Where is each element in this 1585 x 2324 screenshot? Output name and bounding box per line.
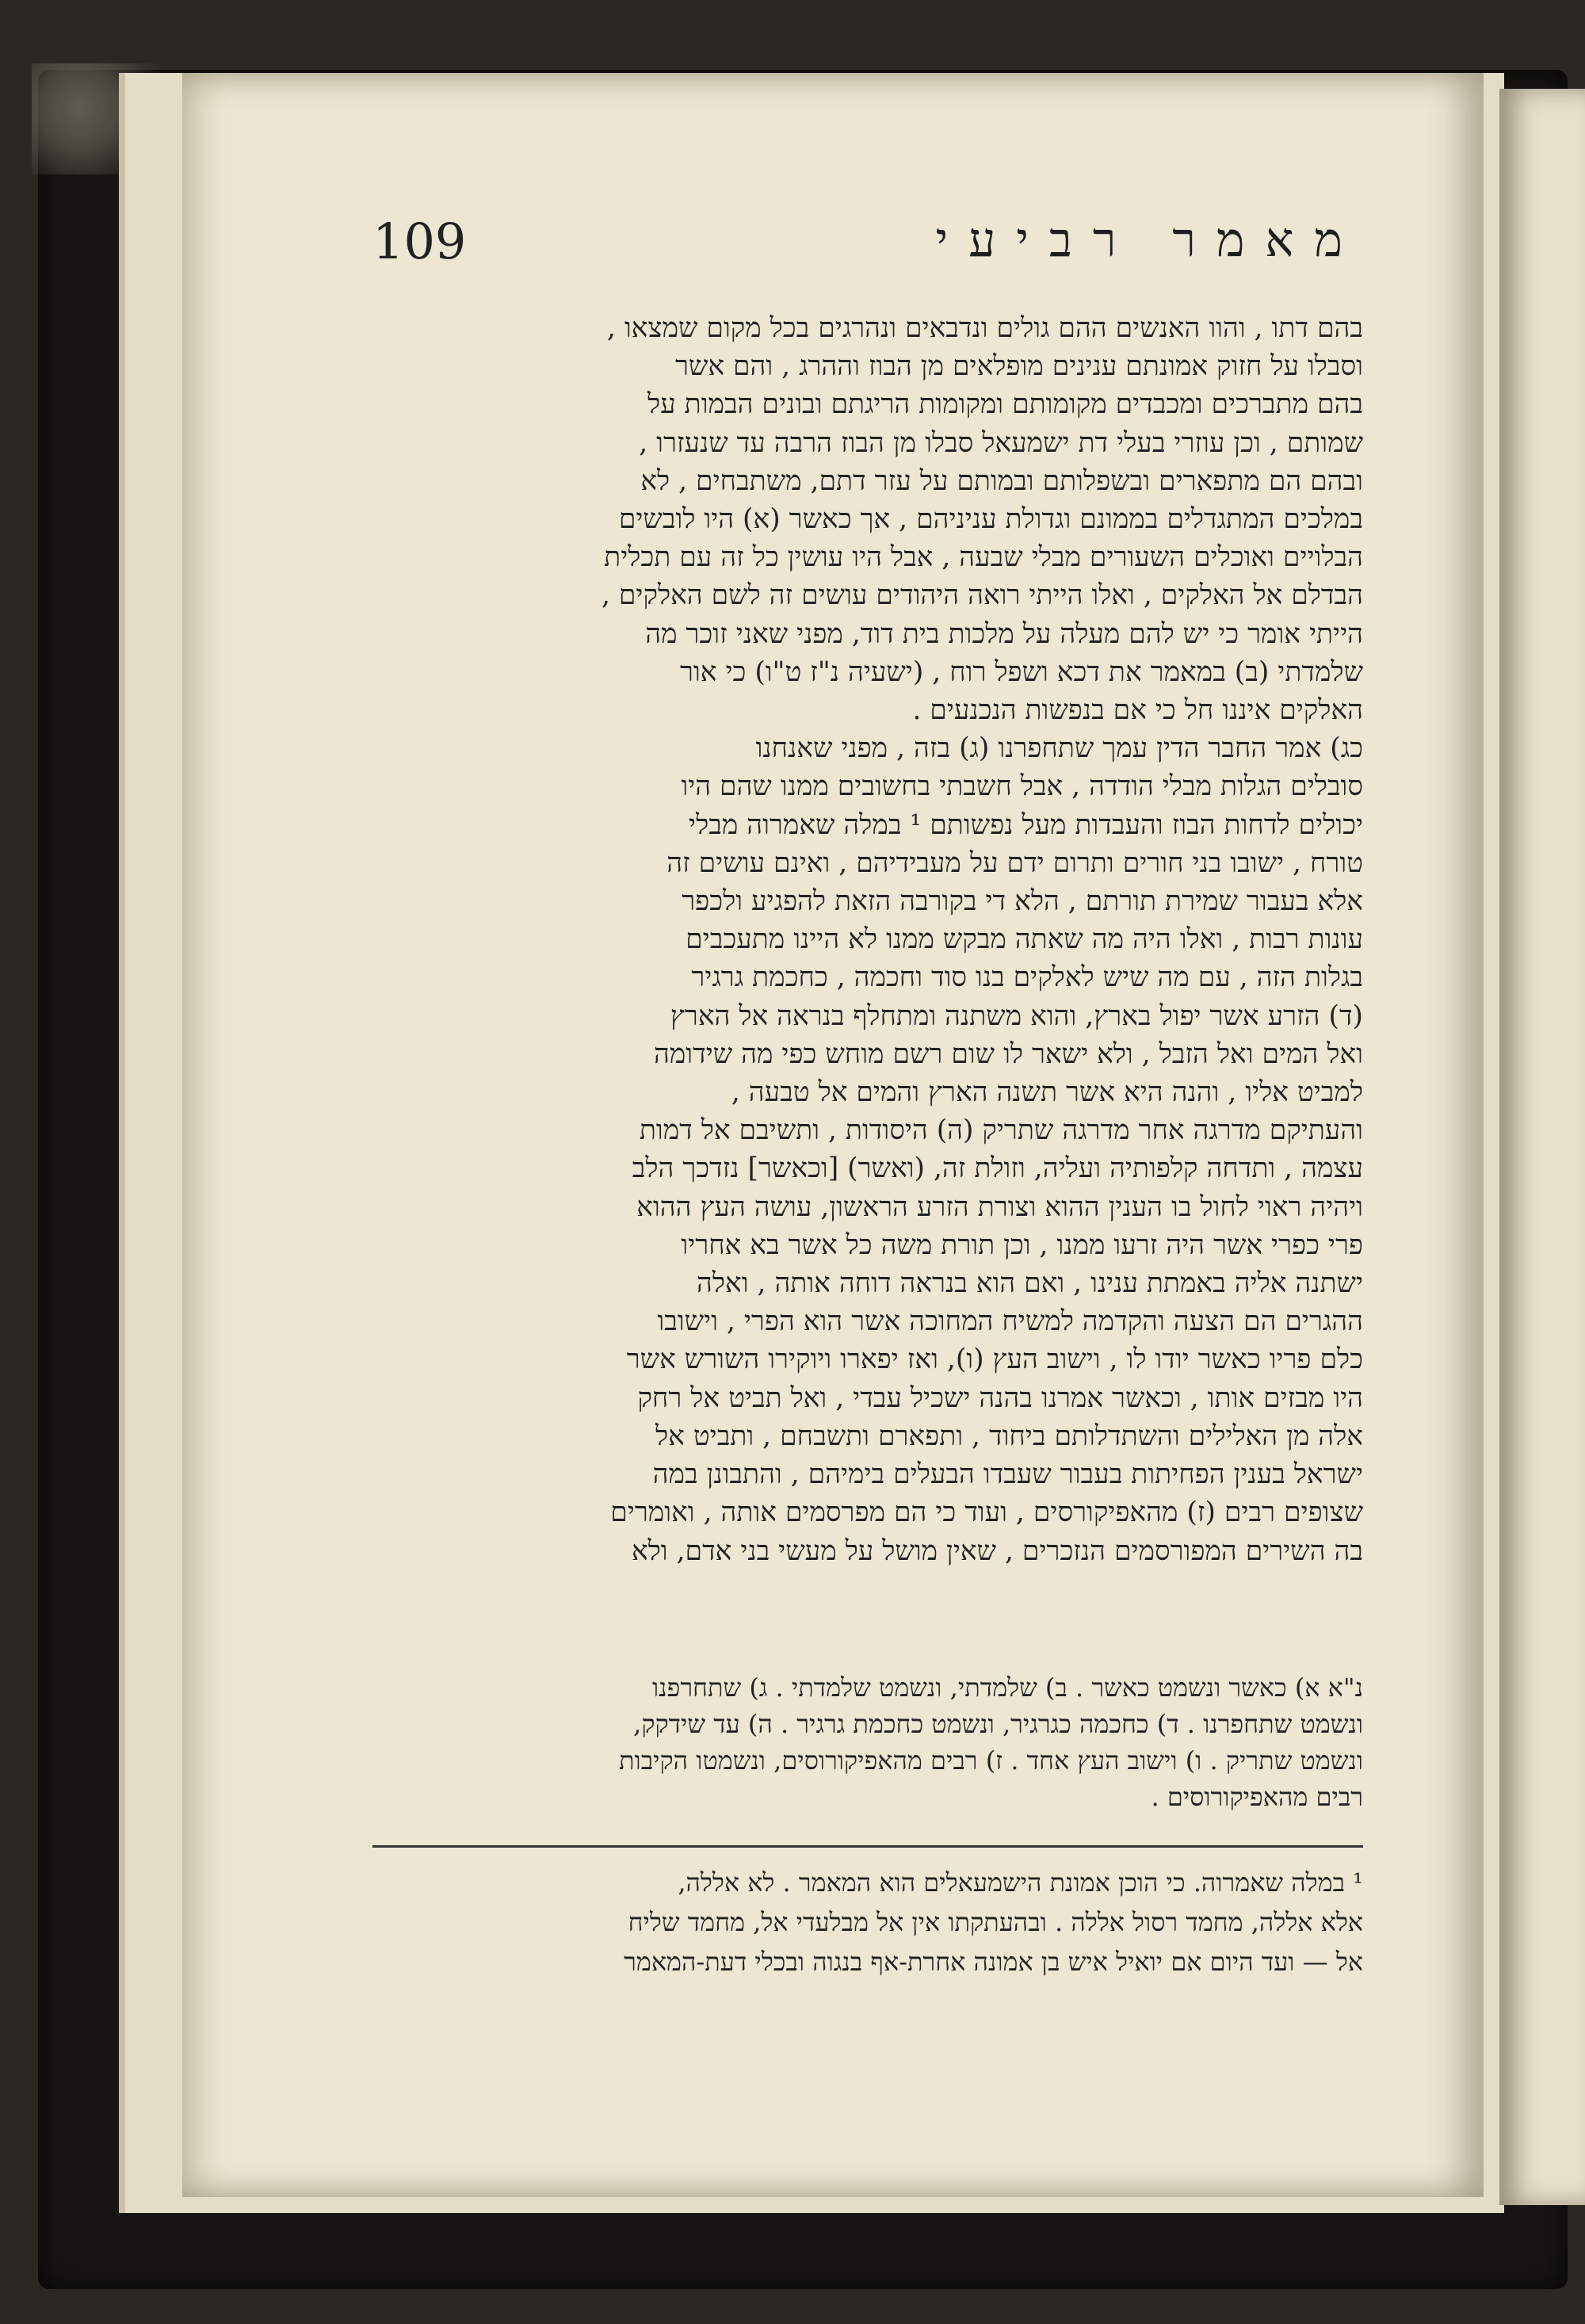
text-line: עצמה , ותדחה קלפותיה ועליה, וזולת זה, (ואשר) [וכאשר] נזדכך הלב bbox=[632, 1152, 1363, 1185]
text-line: פרי כפרי אשר היה זרעו ממנו , וכן תורת משה כל אשר בא אחריו bbox=[681, 1229, 1363, 1261]
text-line: בגלות הזה , עם מה שיש לאלקים בנו סוד וחכמה , כחכמת גרגיר bbox=[691, 961, 1363, 994]
paragraph-2 bbox=[372, 729, 1363, 1569]
text-line: היו מבזים אותו , וכאשר אמרנו בהנה ישכיל עבדי , ואל תביט אל רחק bbox=[637, 1382, 1363, 1414]
text-line: עונות רבות , ואלו היה מה שאתה מבקש ממנו לא היינו מתעכבים bbox=[686, 923, 1363, 956]
variant-line: רבים מהאפיקורוסים . bbox=[1151, 1782, 1363, 1812]
text-line: שלמדתי (ב) במאמר את דכא ושפל רוח , (ישעיה נ"ז ט"ו) כי אור bbox=[680, 656, 1363, 688]
variant-readings bbox=[372, 1669, 1363, 1815]
text-line: הבלויים ואוכלים השעורים מבלי שבעה , אבל היו עושין כל זה עם תכלית bbox=[604, 541, 1363, 574]
text-line: והעתיקם מדרגה אחר מדרגה שתריק (ה) היסודות , ותשיבם אל דמות bbox=[639, 1114, 1363, 1147]
text-line: כלם פריו כאשר יודו לו , וישוב העץ (ו), ואז יפארו ויוקירו השורש אשר bbox=[626, 1344, 1363, 1376]
text-line: וסבלו על חזוק אמונתם ענינים מופלאים מן הבוז וההרג , והם אשר bbox=[674, 350, 1363, 383]
text-line: כג) אמר החבר הדין עמך שתחפרנו (ג) בזה , מפני שאנחנו bbox=[755, 732, 1363, 765]
text-line: ההגרים הם הצעה והקדמה למשיח המחוכה אשר הוא הפרי , וישובו bbox=[657, 1305, 1363, 1338]
footnote bbox=[372, 1863, 1363, 1982]
text-line: בהם מתברכים ומכבדים מקומותם ומקומות הריגתם ובונים הבמות על bbox=[647, 388, 1363, 421]
paragraph-1 bbox=[372, 309, 1363, 729]
text-line: אלא בעבור שמירת תורתם , הלא די בקורבה הזאת להפגיע ולכפר bbox=[682, 885, 1363, 918]
text-line: בה השירים המפורסמים הנזכרים , שאין מושל על מעשי בני אדם, ולא bbox=[631, 1535, 1363, 1567]
text-line: יכולים לדחות הבוז והעבדות מעל נפשותם ¹ במלה שאמרוה מבלי bbox=[689, 808, 1363, 841]
text-line: במלכים המתגדלים בממונם וגדולת עניניהם , אך כאשר (א) היו לובשים bbox=[618, 503, 1363, 536]
text-line: ויהיה ראוי לחול בו הענין ההוא וצורת הזרע הראשון, עושה העץ ההוא bbox=[636, 1191, 1363, 1223]
text-line: הייתי אומר כי יש להם מעלה על מלכות בית דוד, מפני שאני זוכר מה bbox=[645, 617, 1363, 650]
footnote-line: אל — ועד היום אם יואיל איש בן אמונה אחרת-אף בנגוה ובכלי דעת-המאמר bbox=[624, 1947, 1363, 1977]
text-line: למביט אליו , והנה היא אשר תשנה הארץ והמים אל טבעה , bbox=[731, 1076, 1363, 1109]
footnote-line: אלא אללה, מחמד רסול אללה . ובהעתקתו אין אל מבלעדי אל, מחמד שליח bbox=[628, 1907, 1363, 1937]
variant-line: נ"א א) כאשר ונשמט כאשר . ב) שלמדתי, ונשמט שלמדתי . ג) שתחרפנו bbox=[651, 1672, 1363, 1703]
text-line: שמותם , וכן עוזרי בעלי דת ישמעאל סבלו מן הבוז הרבה עד שנעזרו , bbox=[639, 426, 1363, 459]
text-line: ואל המים ואל הזבל , ולא ישאר לו שום רשם מוחש כפי מה שידומה bbox=[654, 1038, 1363, 1070]
main-text bbox=[372, 309, 1363, 1570]
variant-line: ונשמט שתריק . ו) וישוב העץ אחד . ז) רבים מהאפיקורוסים, ונשמטו הקיבות bbox=[619, 1745, 1363, 1775]
text-line: טורח , ישובו בני חורים ותרום ידם על מעבידיהם , ואינם עושים זה bbox=[666, 847, 1363, 879]
footnote-divider bbox=[372, 1845, 1363, 1848]
text-line: הבדלם אל האלקים , ואלו הייתי רואה היהודים עושים זה לשם האלקים , bbox=[601, 579, 1363, 612]
text-line: סובלים הגלות מבלי הודדה , אבל חשבתי בחשובים ממנו שהם היו bbox=[681, 770, 1363, 803]
page-header bbox=[372, 212, 1363, 284]
variant-line: ונשמט שתחפרנו . ד) כחכמה כגרגיר, ונשמט כחכמת גרגיר . ה) עד שידקק, bbox=[633, 1709, 1363, 1739]
text-line: ישתנה אליה באמתת ענינו , ואם הוא בנראה דוחה אותה , ואלה bbox=[697, 1267, 1363, 1300]
text-line: ובהם הם מתפארים ובשפלותם ובמותם על עזר דתם, משתבחים , לא bbox=[640, 464, 1363, 497]
footnote-line: ¹ במלה שאמרוה. כי הוכן אמונת הישמעאלים הוא המאמר . לא אללה, bbox=[678, 1867, 1363, 1898]
text-line: בהם דתו , והוו האנשים ההם גולים ונדבאים ונהרגים בכל מקום שמצאו , bbox=[607, 312, 1363, 344]
text-line: שצופים רבים (ז) מהאפיקורסים , ועוד כי הם מפרסמים אותה , ואומרים bbox=[610, 1496, 1363, 1529]
page-number: 109 bbox=[372, 212, 467, 270]
running-head: מאמר רביעי bbox=[935, 212, 1363, 268]
text-line: (ד) הזרע אשר יפול בארץ, והוא משתנה ומתחלף בנראה אל הארץ bbox=[670, 1000, 1363, 1032]
text-line: אלה מן האלילים והשתדלותם ביחוד , ותפארם ותשבחם , ותביט אל bbox=[655, 1420, 1363, 1452]
facing-page-edge bbox=[1499, 89, 1585, 2205]
text-line: האלקים איננו חל כי אם בנפשות הנכנעים . bbox=[912, 694, 1363, 727]
text-line: ישראל בענין הפחיתות בעבור שעבדו הבעלים בימיהם , והתבונן במה bbox=[652, 1458, 1363, 1491]
